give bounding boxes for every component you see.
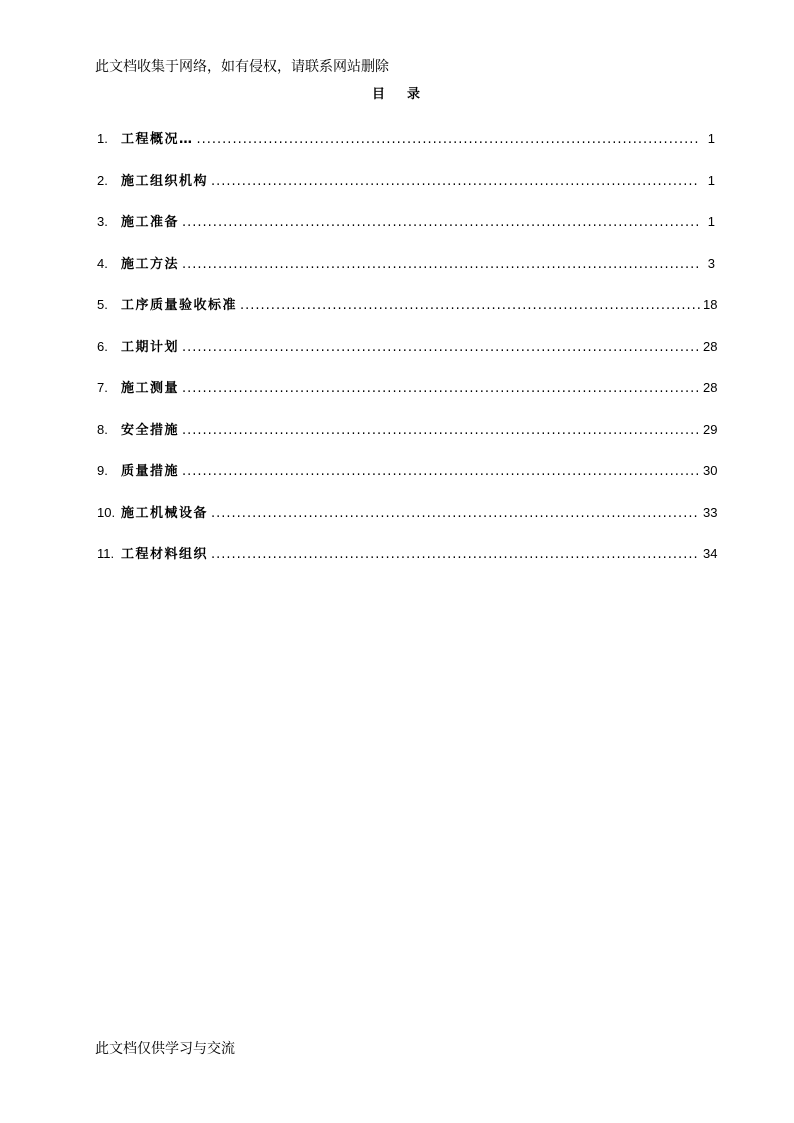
toc-entry-page: 1 <box>707 214 715 229</box>
toc-title <box>0 86 794 104</box>
table-of-contents <box>97 128 718 585</box>
toc-entry[interactable] <box>97 253 715 295</box>
toc-entry-label: 施工机械设备 <box>121 505 209 521</box>
toc-entry-number: 4. <box>97 255 108 271</box>
toc-entry[interactable] <box>97 502 718 544</box>
toc-leader-dots <box>211 174 700 189</box>
toc-entry-page: 3 <box>707 255 715 271</box>
toc-entry[interactable] <box>97 460 718 502</box>
toc-entry[interactable] <box>97 170 715 212</box>
toc-entry-label: 工程概况… <box>121 132 194 147</box>
toc-leader-dots <box>182 340 700 355</box>
footer-disclaimer: 此文档仅供学习与交流 <box>95 1041 235 1057</box>
toc-entry-number: 7. <box>97 380 108 395</box>
toc-leader-dots <box>197 132 700 147</box>
toc-entry-page: 33 <box>703 504 718 520</box>
toc-entry-number: 3. <box>97 214 108 229</box>
toc-title-char-1: 目 <box>371 87 387 102</box>
toc-entry-label: 工序质量验收标准 <box>121 298 238 313</box>
toc-entry-label: 施工准备 <box>121 215 180 230</box>
toc-entry-label: 质量措施 <box>121 464 180 479</box>
toc-entry-page: 18 <box>703 297 718 312</box>
toc-entry-page: 1 <box>707 172 715 188</box>
toc-entry-page: 29 <box>703 421 718 437</box>
toc-leader-dots <box>182 215 700 230</box>
toc-entry-number: 2. <box>97 172 108 188</box>
toc-entry-label: 工程材料组织 <box>121 547 209 562</box>
toc-entry-page: 1 <box>707 131 715 146</box>
toc-leader-dots <box>182 423 700 438</box>
toc-entry-label: 施工方法 <box>121 256 180 272</box>
toc-entry[interactable] <box>97 294 718 336</box>
toc-entry[interactable] <box>97 543 718 585</box>
toc-entry-number: 5. <box>97 297 108 312</box>
toc-entry-label: 工期计划 <box>121 339 180 355</box>
toc-entry-number: 10. <box>97 504 116 520</box>
toc-entry[interactable] <box>97 419 718 461</box>
toc-entry-page: 34 <box>703 546 718 561</box>
toc-entry[interactable] <box>97 211 715 253</box>
toc-entry-number: 9. <box>97 463 108 478</box>
toc-entry-label: 安全措施 <box>121 422 180 438</box>
toc-title-char-2: 录 <box>407 87 423 102</box>
toc-leader-dots <box>182 464 700 479</box>
toc-entry[interactable] <box>97 377 718 419</box>
toc-entry-page: 28 <box>703 338 718 354</box>
toc-entry-number: 6. <box>97 338 108 354</box>
toc-entry-page: 28 <box>703 380 718 395</box>
toc-entry-page: 30 <box>703 463 718 478</box>
toc-entry[interactable] <box>97 128 715 170</box>
header-disclaimer: 此文档收集于网络，如有侵权，请联系网站删除 <box>95 59 389 75</box>
toc-entry-label: 施工测量 <box>121 381 180 396</box>
toc-leader-dots <box>182 381 700 396</box>
toc-entry[interactable] <box>97 336 718 378</box>
toc-leader-dots <box>182 257 700 272</box>
toc-leader-dots <box>240 298 700 313</box>
toc-entry-number: 11. <box>97 546 115 561</box>
toc-leader-dots <box>211 547 700 562</box>
toc-leader-dots <box>211 506 700 521</box>
toc-entry-label: 施工组织机构 <box>121 173 209 189</box>
toc-entry-number: 8. <box>97 421 108 437</box>
toc-entry-number: 1. <box>97 131 108 146</box>
